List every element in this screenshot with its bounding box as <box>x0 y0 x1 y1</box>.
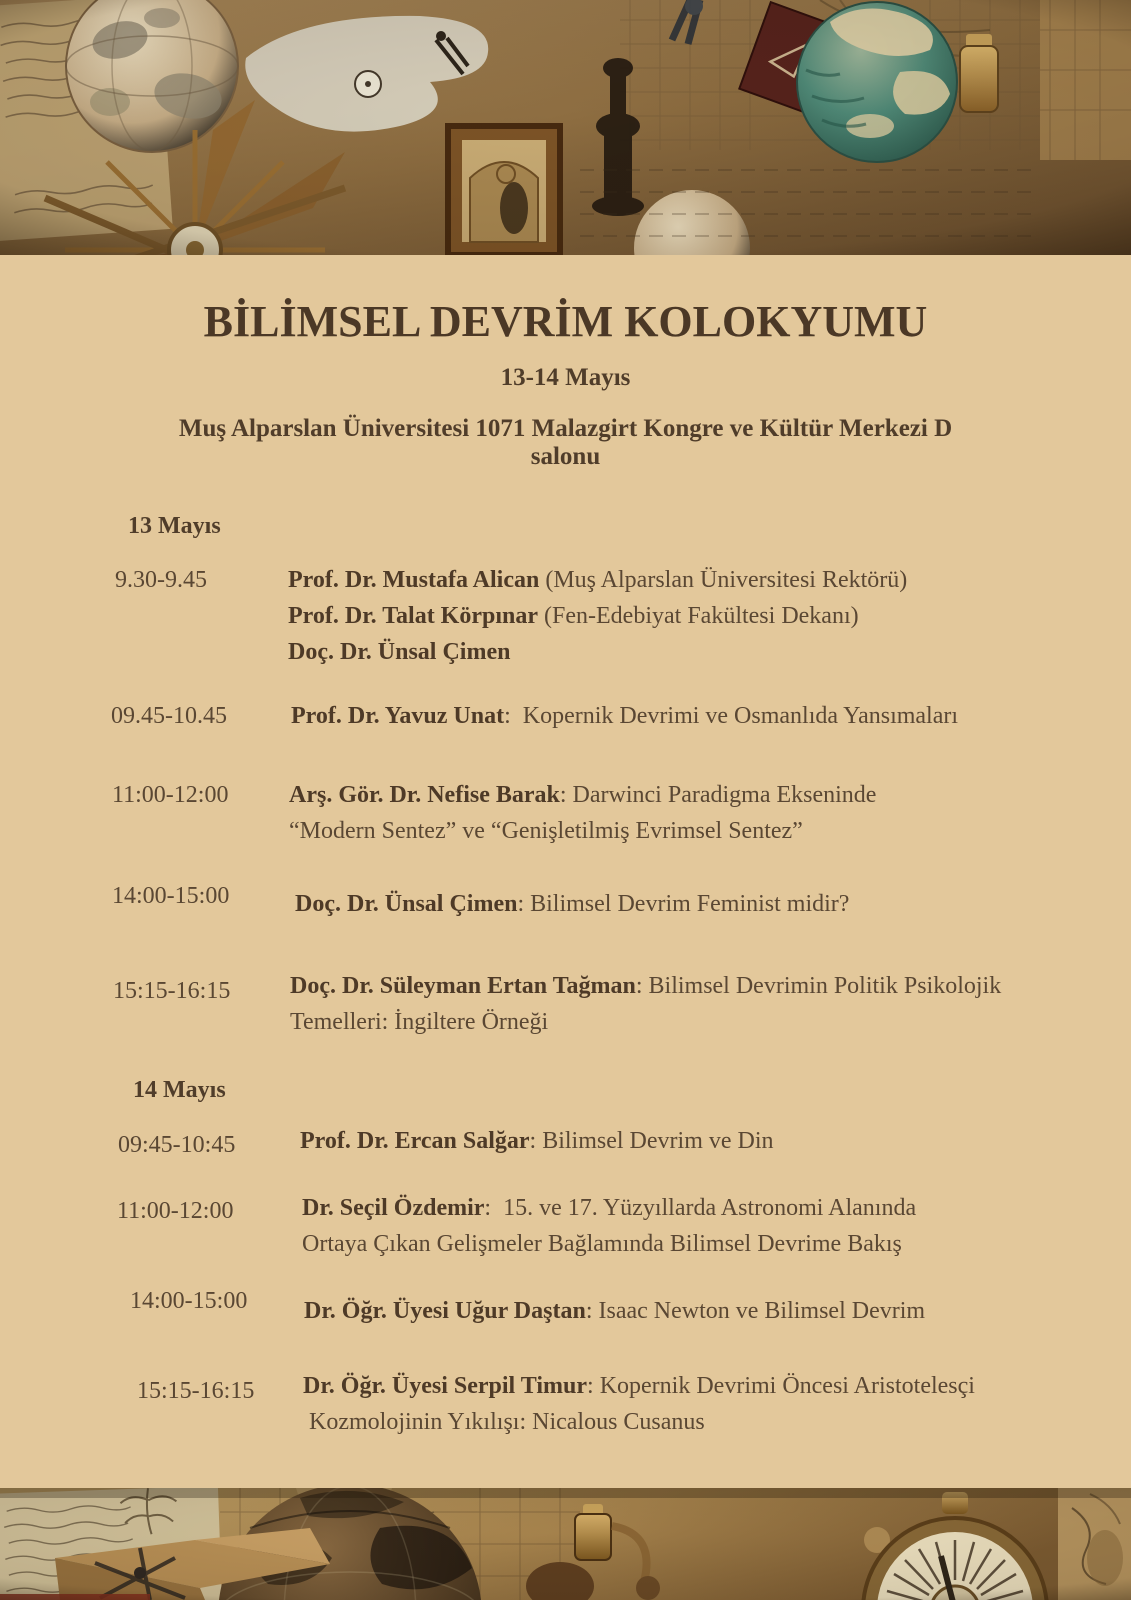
session-content <box>290 968 1001 1040</box>
session-detail: (Muş Alparslan Üniversitesi Rektörü) <box>539 567 908 593</box>
session-content <box>291 698 958 734</box>
speaker-name: Doç. Dr. Süleyman Ertan Tağman <box>290 973 636 999</box>
session-time: 11:00-12:00 <box>117 1198 234 1224</box>
session-detail: : Isaac Newton ve Bilimsel Devrim <box>585 1298 926 1324</box>
speaker-name: Prof. Dr. Yavuz Unat <box>291 703 505 729</box>
speaker-name: Arş. Gör. Dr. Nefise Barak <box>289 782 560 808</box>
session-time: 09.45-10.45 <box>111 703 227 729</box>
session-detail: Ortaya Çıkan Gelişmeler Bağlamında Bilimsel Devrime Bakış <box>302 1231 902 1257</box>
session-content <box>295 886 849 922</box>
speaker-name: Dr. Öğr. Üyesi Serpil Timur <box>303 1373 588 1399</box>
session-detail: : Darwinci Paradigma Ekseninde <box>559 782 877 808</box>
session-time: 09:45-10:45 <box>118 1132 236 1158</box>
session-detail: : Kopernik Devrimi ve Osmanlıda Yansımaları <box>504 703 959 729</box>
session-detail: “Modern Sentez” ve “Genişletilmiş Evrimsel Sentez” <box>289 818 803 844</box>
session-content <box>288 562 907 670</box>
speaker-name: Dr. Öğr. Üyesi Uğur Daştan <box>304 1298 586 1324</box>
session-time: 14:00-15:00 <box>112 883 230 909</box>
session-detail: Kozmolojinin Yıkılışı: Nicalous Cusanus <box>303 1409 705 1435</box>
session-detail: : 15. ve 17. Yüzyıllarda Astronomi Alanında <box>484 1195 917 1221</box>
session-detail: : Bilimsel Devrim ve Din <box>529 1128 774 1154</box>
day-label: 14 Mayıs <box>133 1077 226 1103</box>
day-label: 13 Mayıs <box>128 513 221 539</box>
session-time: 15:15-16:15 <box>113 978 231 1004</box>
venue-line-2: salonu <box>530 443 601 470</box>
antique-cartography-collage-icon <box>0 0 1131 255</box>
session-detail: Temelleri: İngiltere Örneği <box>290 1009 549 1035</box>
session-content <box>289 777 876 849</box>
session-time: 11:00-12:00 <box>112 782 229 808</box>
session-content <box>300 1123 774 1159</box>
old-map-globe-pocketwatch-icon <box>0 1488 1131 1600</box>
speaker-name: Prof. Dr. Ercan Salğar <box>300 1128 530 1154</box>
poster-title: BİLİMSEL DEVRİM KOLOKYUMU <box>203 297 928 346</box>
session-content <box>304 1293 925 1329</box>
poster-venue <box>0 415 1131 471</box>
poster-dates: 13-14 Mayıs <box>500 364 631 391</box>
footer-collage-image <box>0 1488 1131 1600</box>
session-detail: : Kopernik Devrimi Öncesi Aristotelesçi <box>587 1373 975 1399</box>
session-time: 15:15-16:15 <box>137 1378 255 1404</box>
session-time: 9.30-9.45 <box>115 567 207 593</box>
speaker-name: Doç. Dr. Ünsal Çimen <box>288 639 511 665</box>
session-content <box>302 1190 916 1262</box>
header-collage-image <box>0 0 1131 255</box>
session-detail: (Fen-Edebiyat Fakültesi Dekanı) <box>538 603 859 629</box>
session-time: 14:00-15:00 <box>130 1288 248 1314</box>
session-content <box>303 1368 975 1440</box>
session-detail: : Bilimsel Devrim Feminist midir? <box>517 891 850 917</box>
speaker-name: Prof. Dr. Mustafa Alican <box>288 567 540 593</box>
speaker-name: Dr. Seçil Özdemir <box>302 1195 485 1221</box>
session-detail: : Bilimsel Devrimin Politik Psikolojik <box>635 973 1002 999</box>
venue-line-1: Muş Alparslan Üniversitesi 1071 Malazgirt Kongre ve Kültür Merkezi D <box>178 415 953 442</box>
speaker-name: Doç. Dr. Ünsal Çimen <box>295 891 518 917</box>
speaker-name: Prof. Dr. Talat Körpınar <box>288 603 539 629</box>
